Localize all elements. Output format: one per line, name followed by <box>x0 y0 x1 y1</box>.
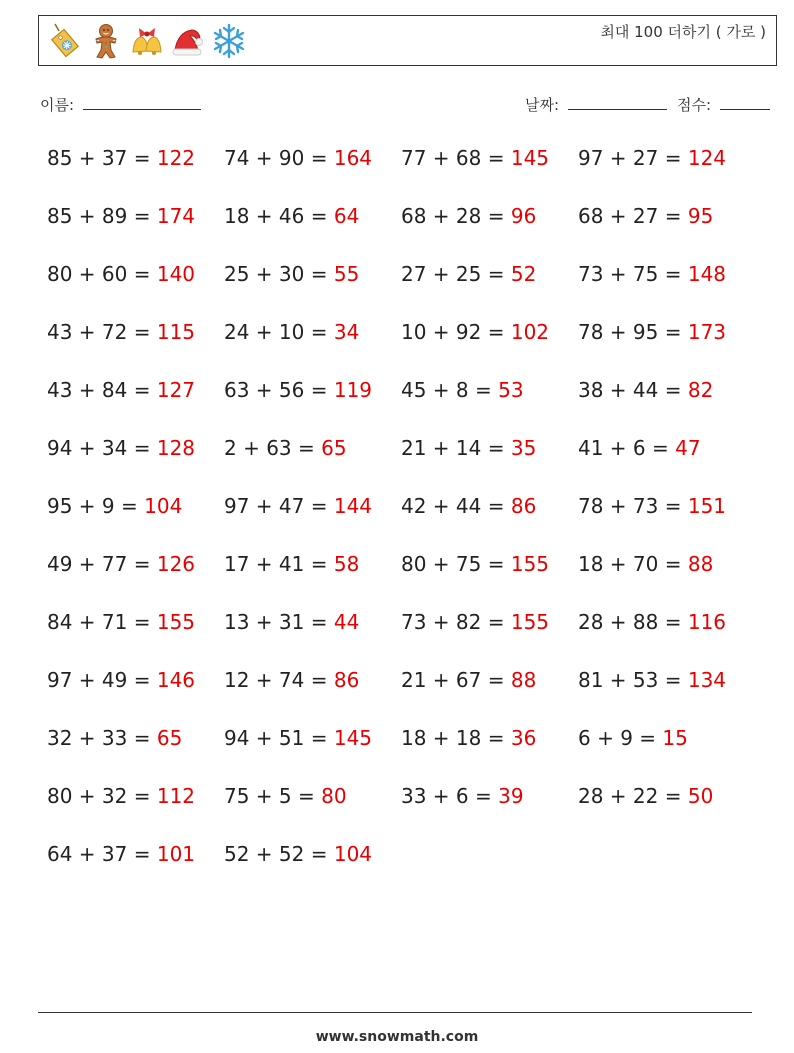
problem-answer: 104 <box>144 494 183 518</box>
problem-item <box>47 378 195 402</box>
problem-item <box>47 262 195 286</box>
problem-answer: 155 <box>510 552 550 576</box>
problem-answer: 88 <box>510 668 537 692</box>
problem-expression: 41 + 6 = <box>578 436 676 460</box>
snowflake-icon <box>211 22 247 60</box>
problem-answer: 65 <box>321 436 347 460</box>
problem-expression: 68 + 28 = <box>401 204 511 228</box>
problem-expression: 97 + 49 = <box>47 668 157 692</box>
problem-item <box>47 842 195 866</box>
problem-answer: 155 <box>510 610 550 634</box>
problem-item <box>224 146 372 170</box>
problem-item <box>578 784 713 808</box>
problem-expression: 25 + 30 = <box>224 262 334 286</box>
problem-item <box>47 552 195 576</box>
problem-item <box>578 494 726 518</box>
problem-expression: 78 + 73 = <box>578 494 688 518</box>
problem-expression: 32 + 33 = <box>47 726 157 750</box>
problem-answer: 126 <box>156 552 196 576</box>
problem-answer: 36 <box>510 726 537 750</box>
problem-item <box>47 436 195 460</box>
problem-item <box>224 204 359 228</box>
problem-expression: 45 + 8 = <box>401 378 499 402</box>
problem-answer: 82 <box>687 378 714 402</box>
problem-answer: 96 <box>510 204 537 228</box>
problem-item <box>47 726 182 750</box>
problem-expression: 21 + 67 = <box>401 668 511 692</box>
problem-expression: 94 + 51 = <box>224 726 334 750</box>
header-box <box>38 15 777 66</box>
problem-expression: 63 + 56 = <box>224 378 334 402</box>
problem-item <box>47 494 182 518</box>
problem-answer: 144 <box>333 494 373 518</box>
problem-expression: 94 + 34 = <box>47 436 157 460</box>
problem-item <box>47 320 195 344</box>
problem-item <box>224 610 359 634</box>
problem-expression: 85 + 89 = <box>47 204 157 228</box>
santa-hat-icon <box>170 22 206 60</box>
problem-expression: 18 + 46 = <box>224 204 334 228</box>
problem-expression: 52 + 52 = <box>224 842 334 866</box>
problem-item <box>578 668 726 692</box>
problem-expression: 2 + 63 = <box>224 436 322 460</box>
problem-row <box>47 262 767 292</box>
problem-answer: 140 <box>156 262 196 286</box>
problem-expression: 21 + 14 = <box>401 436 511 460</box>
problem-expression: 78 + 95 = <box>578 320 688 344</box>
problem-row <box>47 436 767 466</box>
problem-item <box>578 320 726 344</box>
problem-expression: 17 + 41 = <box>224 552 334 576</box>
problem-expression: 18 + 18 = <box>401 726 511 750</box>
problem-answer: 115 <box>156 320 196 344</box>
problem-answer: 88 <box>687 552 714 576</box>
problem-row <box>47 146 767 176</box>
problem-answer: 128 <box>156 436 196 460</box>
problem-row <box>47 726 767 756</box>
problem-answer: 47 <box>675 436 701 460</box>
problem-expression: 43 + 84 = <box>47 378 157 402</box>
score-blank-line <box>720 94 770 110</box>
problem-answer: 124 <box>687 146 727 170</box>
problem-answer: 145 <box>333 726 373 750</box>
problem-item <box>401 146 549 170</box>
problem-item <box>578 610 726 634</box>
problem-answer: 173 <box>687 320 727 344</box>
date-label: 날짜: <box>525 96 560 114</box>
problem-expression: 80 + 32 = <box>47 784 157 808</box>
problem-expression: 68 + 27 = <box>578 204 688 228</box>
gingerbread-man-icon <box>88 22 124 60</box>
problem-item <box>47 668 195 692</box>
problem-answer: 53 <box>498 378 524 402</box>
problem-answer: 104 <box>333 842 373 866</box>
problem-expression: 18 + 70 = <box>578 552 688 576</box>
problem-expression: 28 + 88 = <box>578 610 688 634</box>
worksheet-title: 최대 100 더하기 ( 가로 ) <box>600 23 766 41</box>
problem-item <box>47 204 195 228</box>
problem-expression: 49 + 77 = <box>47 552 157 576</box>
problem-item <box>224 494 372 518</box>
problem-item <box>401 262 536 286</box>
problem-answer: 127 <box>156 378 196 402</box>
problem-item <box>578 146 726 170</box>
problem-answer: 86 <box>333 668 360 692</box>
problem-answer: 55 <box>333 262 360 286</box>
problem-expression: 95 + 9 = <box>47 494 145 518</box>
problem-answer: 101 <box>156 842 196 866</box>
problem-item <box>224 436 347 460</box>
problem-answer: 52 <box>510 262 537 286</box>
problem-item <box>578 378 713 402</box>
problem-row <box>47 552 767 582</box>
name-field <box>40 94 201 115</box>
problem-item <box>224 552 359 576</box>
problem-item <box>401 668 536 692</box>
problem-answer: 148 <box>687 262 727 286</box>
problem-expression: 97 + 27 = <box>578 146 688 170</box>
problem-item <box>401 552 549 576</box>
problem-expression: 10 + 92 = <box>401 320 511 344</box>
problem-answer: 102 <box>510 320 550 344</box>
problem-item <box>578 204 713 228</box>
problem-expression: 75 + 5 = <box>224 784 322 808</box>
problem-expression: 81 + 53 = <box>578 668 688 692</box>
problem-expression: 6 + 9 = <box>578 726 663 750</box>
icon-strip <box>47 22 247 60</box>
problem-item <box>401 436 536 460</box>
footer-divider <box>38 1012 752 1013</box>
problem-item <box>224 378 372 402</box>
problem-expression: 43 + 72 = <box>47 320 157 344</box>
problem-answer: 35 <box>510 436 537 460</box>
gift-tag-icon <box>47 22 83 60</box>
problem-item <box>224 842 372 866</box>
problem-answer: 86 <box>510 494 537 518</box>
problem-item <box>578 726 688 750</box>
problem-expression: 33 + 6 = <box>401 784 499 808</box>
problem-expression: 64 + 37 = <box>47 842 157 866</box>
problem-item <box>401 494 536 518</box>
problem-item <box>224 668 359 692</box>
date-field <box>525 94 667 115</box>
problem-row <box>47 320 767 350</box>
problem-item <box>578 262 726 286</box>
score-label: 점수: <box>677 96 712 114</box>
name-blank-line <box>83 94 201 110</box>
problem-answer: 34 <box>333 320 360 344</box>
problem-answer: 50 <box>687 784 714 808</box>
problem-item <box>401 204 536 228</box>
problem-expression: 85 + 37 = <box>47 146 157 170</box>
problem-expression: 80 + 75 = <box>401 552 511 576</box>
problem-item <box>224 784 347 808</box>
problem-item <box>401 610 549 634</box>
problem-expression: 42 + 44 = <box>401 494 511 518</box>
problem-expression: 13 + 31 = <box>224 610 334 634</box>
problem-item <box>401 320 549 344</box>
footer-url: www.snowmath.com <box>315 1029 479 1045</box>
problem-row <box>47 668 767 698</box>
problem-item <box>224 262 359 286</box>
problem-expression: 73 + 82 = <box>401 610 511 634</box>
problem-row <box>47 610 767 640</box>
problem-answer: 65 <box>156 726 183 750</box>
problem-item <box>401 726 536 750</box>
problem-item <box>47 784 195 808</box>
score-field <box>677 94 770 115</box>
problem-item <box>47 610 195 634</box>
problem-answer: 164 <box>333 146 373 170</box>
problem-expression: 28 + 22 = <box>578 784 688 808</box>
problem-answer: 174 <box>156 204 196 228</box>
problem-answer: 80 <box>321 784 347 808</box>
problem-answer: 151 <box>687 494 727 518</box>
problem-answer: 122 <box>156 146 196 170</box>
problem-item <box>578 552 713 576</box>
problem-expression: 80 + 60 = <box>47 262 157 286</box>
problem-answer: 58 <box>333 552 360 576</box>
christmas-bells-icon <box>129 22 165 60</box>
problem-row <box>47 378 767 408</box>
problem-answer: 155 <box>156 610 196 634</box>
problem-row <box>47 842 767 872</box>
problem-expression: 77 + 68 = <box>401 146 511 170</box>
problem-answer: 44 <box>333 610 360 634</box>
problem-row <box>47 494 767 524</box>
problem-expression: 74 + 90 = <box>224 146 334 170</box>
problem-expression: 38 + 44 = <box>578 378 688 402</box>
problem-answer: 146 <box>156 668 196 692</box>
problem-row <box>47 204 767 234</box>
problem-item <box>224 726 372 750</box>
problem-expression: 84 + 71 = <box>47 610 157 634</box>
problem-expression: 27 + 25 = <box>401 262 511 286</box>
problem-answer: 145 <box>510 146 550 170</box>
problem-answer: 119 <box>333 378 373 402</box>
problem-expression: 97 + 47 = <box>224 494 334 518</box>
problem-expression: 73 + 75 = <box>578 262 688 286</box>
problem-item <box>401 378 524 402</box>
problem-expression: 12 + 74 = <box>224 668 334 692</box>
problem-answer: 15 <box>662 726 688 750</box>
problem-item <box>47 146 195 170</box>
problem-row <box>47 784 767 814</box>
problem-answer: 95 <box>687 204 714 228</box>
problem-answer: 39 <box>498 784 524 808</box>
problem-answer: 112 <box>156 784 196 808</box>
problem-answer: 134 <box>687 668 727 692</box>
problem-item <box>578 436 701 460</box>
problem-item <box>401 784 524 808</box>
name-label: 이름: <box>40 96 75 114</box>
problem-item <box>224 320 359 344</box>
problem-answer: 116 <box>687 610 727 634</box>
date-blank-line <box>568 94 667 110</box>
problem-answer: 64 <box>333 204 360 228</box>
problem-expression: 24 + 10 = <box>224 320 334 344</box>
